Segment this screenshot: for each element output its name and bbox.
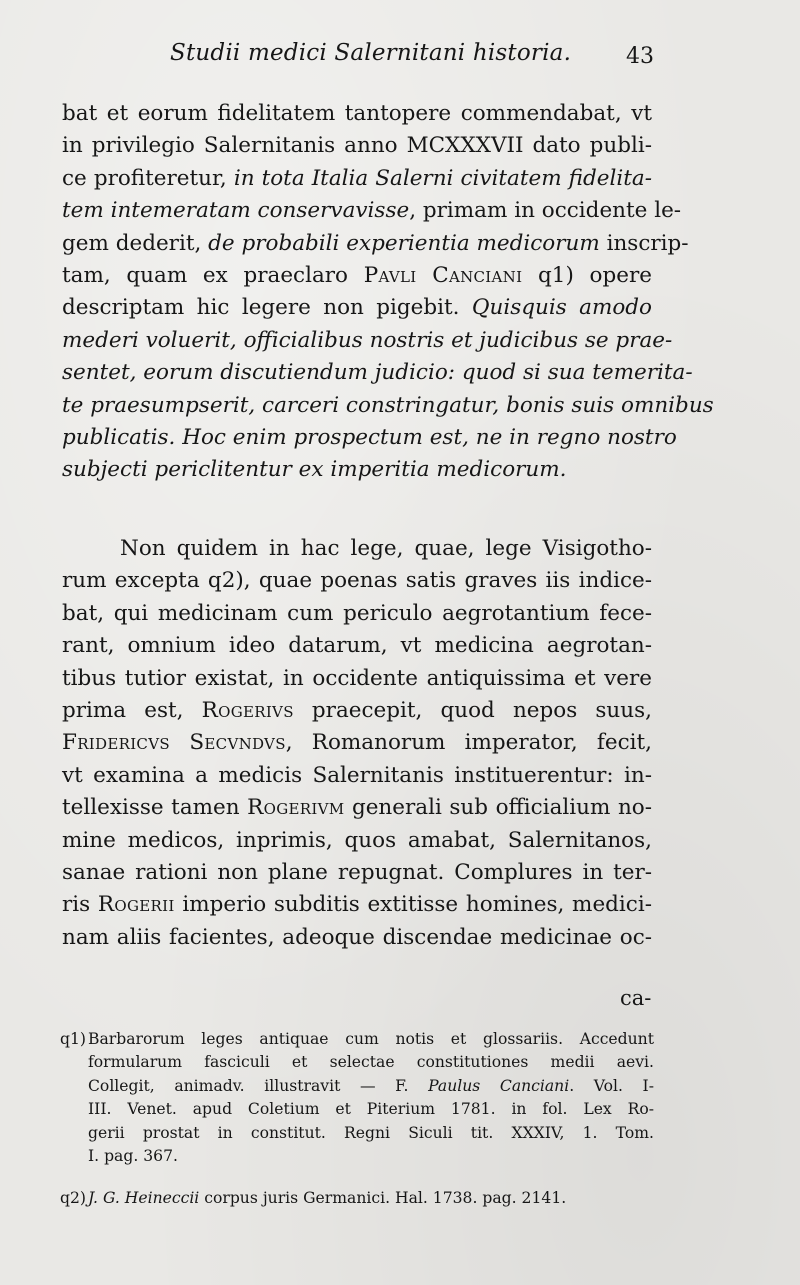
text-line: mederi voluerit, officialibus nostris et judicibus se prae- <box>62 327 673 353</box>
text-line: gem dederit, de probabili experientia medicorum inscrip- <box>62 230 689 256</box>
text-line: publicatis. Hoc enim prospectum est, ne in regno nostro <box>62 425 677 451</box>
text-line: vt examina a medicis Salernitanis instituerentur: in- <box>62 762 652 788</box>
text-line: rum excepta q2), quae poenas satis graves iis indice- <box>62 568 652 594</box>
footnote-line: III. Venet. apud Coletium et Piterium 1781. in fol. Lex Ro- <box>88 1100 654 1119</box>
text-line: prima est, Rogerivs praecepit, quod nepos suus, <box>62 698 652 724</box>
footnote-1 <box>60 1028 654 1168</box>
text-line: rant, omnium ideo datarum, vt medicina aegrotan- <box>62 633 652 659</box>
text-line: ce profiteretur, in tota Italia Salerni civitatem fidelita- <box>62 165 652 191</box>
footnote-mark: q2) <box>60 1189 86 1207</box>
text-line: tem intemeratam conservavisse, primam in occidente le- <box>62 198 682 224</box>
text-line: Non quidem in hac lege, quae, lege Visigotho- <box>120 536 652 561</box>
text-line: Fridericvs Secvndvs, Romanorum imperator, fecit, <box>62 730 653 756</box>
catchword: ca- <box>620 986 652 1010</box>
text-line: tellexisse tamen Rogerivm generali sub officialium no- <box>62 795 653 821</box>
text-line: mine medicos, inprimis, quos amabat, Salernitanos, <box>62 827 652 853</box>
text-line: tibus tutior existat, in occidente antiquissima et vere <box>62 665 652 691</box>
text-line: sentet, eorum discutiendum judicio: quod si sua temerita- <box>62 360 693 386</box>
text-line: tam, quam ex praeclaro Pavli Canciani q1) opere <box>62 263 652 289</box>
footnote-mark: q1) <box>60 1030 86 1048</box>
text-line: bat et eorum fidelitatem tantopere commendabat, vt <box>62 101 652 126</box>
footnote-line: I. pag. 367. <box>88 1147 178 1166</box>
footnote-line: Collegit, animadv. illustravit — F. Paulus Canciani. Vol. I- <box>88 1076 654 1095</box>
footnote-line: Barbarorum leges antiquae cum notis et glossariis. Accedunt <box>88 1030 654 1048</box>
text-line: sanae rationi non plane repugnat. Complures in ter- <box>62 860 652 886</box>
text-line: bat, qui medicinam cum periculo aegrotantium fece- <box>62 600 652 626</box>
text-line: nam aliis facientes, adeoque discendae medicinae oc- <box>62 924 652 950</box>
footnote-line: J. G. Heineccii corpus juris Germanici. Hal. 1738. pag. 2141. <box>88 1189 567 1207</box>
text-line: ris Rogerii imperio subditis extitisse homines, medici- <box>62 892 652 918</box>
paragraph-2 <box>62 533 652 954</box>
footnote-line: formularum fasciculi et selectae constitutiones medii aevi. <box>88 1053 654 1072</box>
paragraph-1 <box>62 98 714 487</box>
text-line: te praesumpserit, carceri constringatur, bonis suis omnibus <box>62 392 714 418</box>
running-head: Studii medici Salernitani historia. <box>170 40 572 66</box>
text-line: in privilegio Salernitanis anno MCXXXVII dato publi- <box>62 133 652 159</box>
footnote-2 <box>60 1187 654 1210</box>
footnote-line: gerii prostat in constitut. Regni Siculi tit. XXXIV, 1. Tom. <box>88 1123 654 1142</box>
text-line: subjecti periclitentur ex imperitia medicorum. <box>62 457 567 483</box>
text-line: descriptam hic legere non pigebit. Quisquis amodo <box>62 295 652 321</box>
page-number: 43 <box>626 44 654 69</box>
